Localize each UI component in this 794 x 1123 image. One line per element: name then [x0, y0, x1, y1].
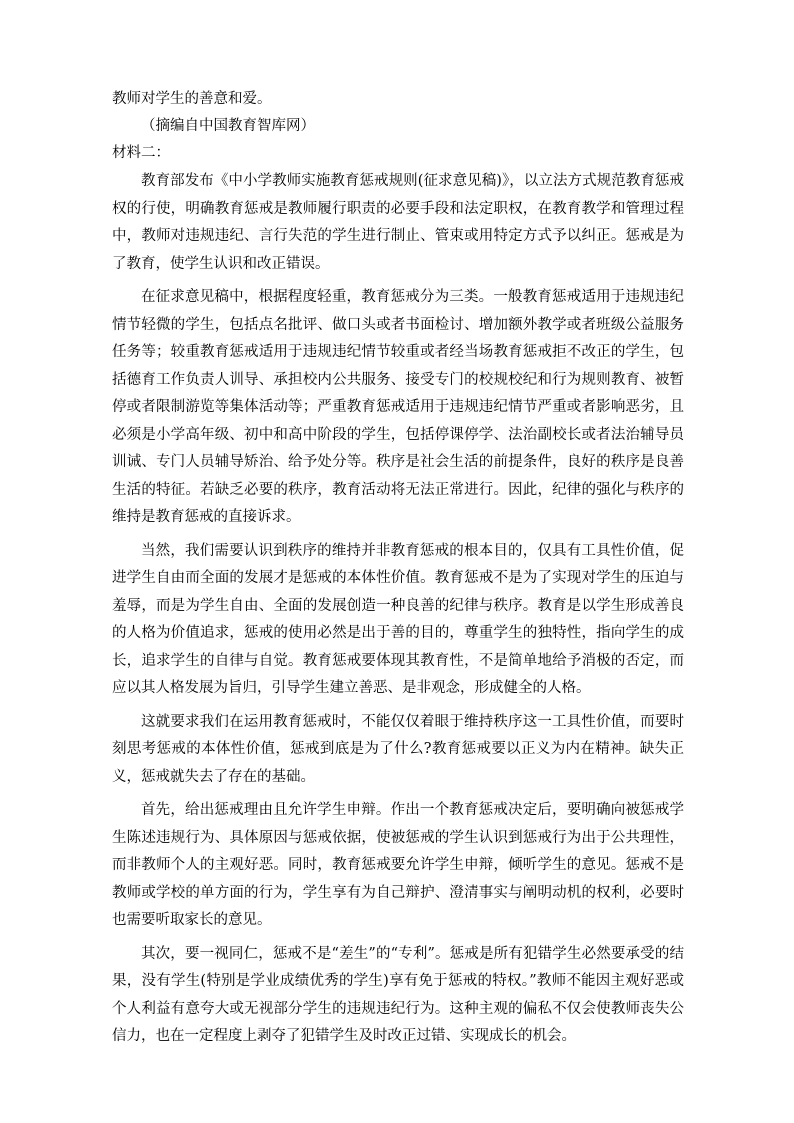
paragraph: 当然，我们需要认识到秩序的维持并非教育惩戒的根本目的，仅具有工具性价值，促进学生自由而全面的发展才是惩戒的本体性价值。教育惩戒不是为了实现对学生的压迫与羞辱，而是为学生自由、全面的发展创造一种良善的纪律与秩序。教育是以学生形成善良的人格为价值追求，惩戒的使用必然是出于善的目的，尊重学生的独特性，指向学生的成长，追求学生的自律与自觉。教育惩戒要体现其教育性，不是简单地给予消极的否定，而应以其人格发展为旨归，引导学生建立善恶、是非观念，形成健全的人格。: [112, 542, 684, 696]
lead-line: 教师对学生的善意和爱。: [112, 91, 272, 107]
document-page: [112, 89, 684, 1051]
source-citation: （摘编自中国教育智库网）: [141, 118, 315, 134]
paragraph: 其次，要一视同仁，惩戒不是“差生”的“专利”。惩戒是所有犯错学生必然要承受的结果，没有学生(特别是学业成绩优秀的学生)享有免于惩戒的特权。”教师不能因主观好恶或个人利益有意夸大或无视部分学生的违规违纪行为。这种主观的偏私不仅会使教师丧失公信力，也在一定程度上剥夺了犯错学生及时改正过错、实现成长的机会。: [112, 945, 684, 1044]
paragraph: 首先，给出惩戒理由且允许学生申辩。作出一个教育惩戒决定后，要明确向被惩戒学生陈述违规行为、具体原因与惩戒依据，使被惩戒的学生认识到惩戒行为出于公共理性，而非教师个人的主观好恶。同时，教育惩戒要允许学生申辩，倾听学生的意见。惩戒不是教师或学校的单方面的行为，学生享有为自己辩护、澄清事实与阐明动机的权利，必要时也需要听取家长的意见。: [112, 802, 684, 928]
paragraph: 教育部发布《中小学教师实施教育惩戒规则(征求意见稿)》，以立法方式规范教育惩戒权的行使，明确教育惩戒是教师履行职责的必要手段和法定职权，在教育教学和管理过程中，教师对违规违纪、言行失范的学生进行制止、管束或用特定方式予以纠正。惩戒是为了教育，使学生认识和改正错误。: [112, 173, 684, 272]
paragraph: 在征求意见稿中，根据程度轻重，教育惩戒分为三类。一般教育惩戒适用于违规违纪情节轻微的学生，包括点名批评、做口头或者书面检讨、增加额外教学或者班级公益服务任务等；较重教育惩戒适用于违规违纪情节较重或者经当场教育惩戒拒不改正的学生，包括德育工作负责人训导、承担校内公共服务、接受专门的校规校纪和行为规则教育、被暂停或者限制游览等集体活动等；严重教育惩戒适用于违规违纪情节严重或者影响恶劣，且必须是小学高年级、初中和高中阶段的学生，包括停课停学、法治副校长或者法治辅导员训诫、专门人员辅导矫治、给予处分等。秩序是社会生活的前提条件，良好的秩序是良善生活的特征。若缺乏必要的秩序，教育活动将无法正常进行。因此，纪律的强化与秩序的维持是教育惩戒的直接诉求。: [112, 289, 684, 525]
section-label: 材料二：: [112, 145, 170, 161]
paragraph: 这就要求我们在运用教育惩戒时，不能仅仅着眼于维持秩序这一工具性价值，而要时刻思考惩戒的本体性价值，惩戒到底是为了什么?教育惩戒要以正义为内在精神。缺失正义，惩戒就失去了存在的基础。: [112, 713, 684, 785]
